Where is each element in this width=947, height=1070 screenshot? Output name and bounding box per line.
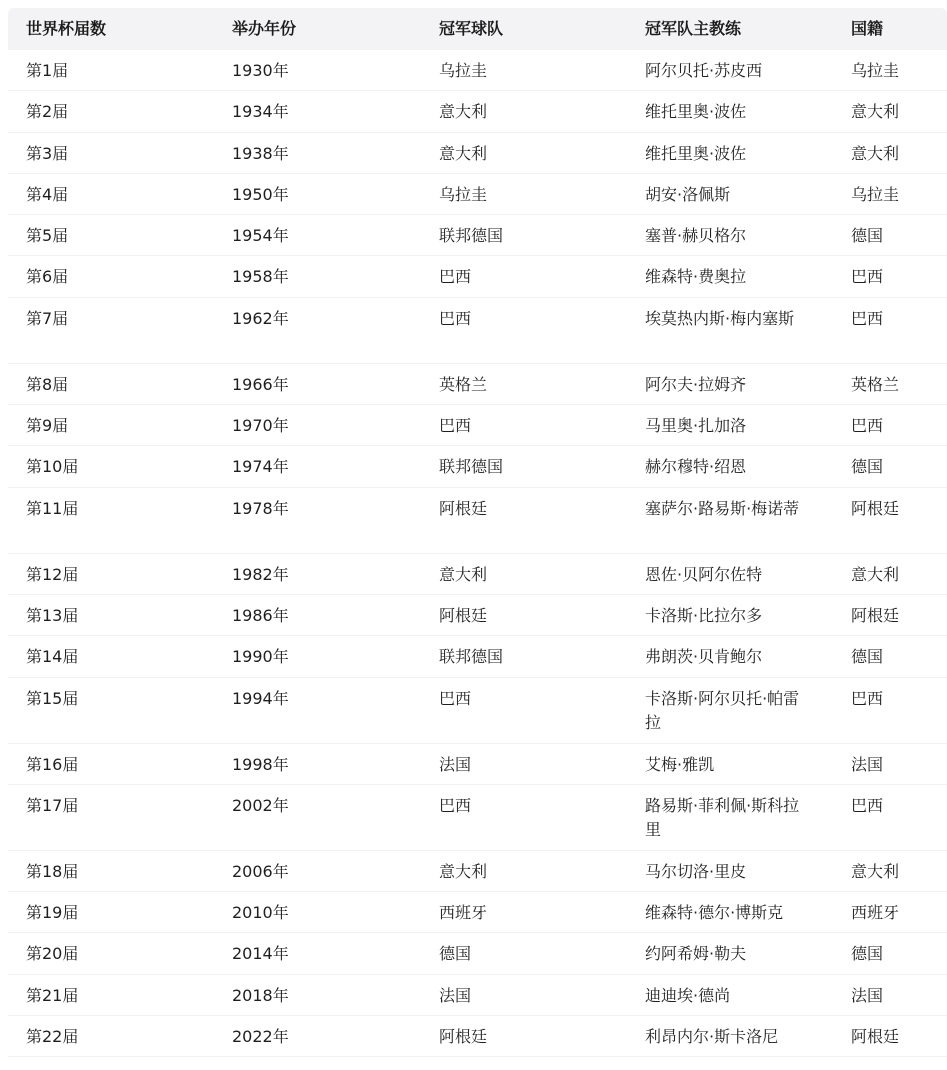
year-cell: 1954年 xyxy=(232,226,289,246)
champion-team-cell: 意大利 xyxy=(439,143,488,163)
edition-cell: 第7届 xyxy=(26,308,69,328)
head-coach-cell: 维森特·费奥拉 xyxy=(645,267,747,287)
table-row xyxy=(8,892,947,933)
head-coach-cell: 阿尔夫·拉姆齐 xyxy=(645,374,747,394)
nationality-cell: 德国 xyxy=(851,647,884,667)
nationality-cell: 法国 xyxy=(851,754,884,774)
edition-cell: 第2届 xyxy=(26,102,69,122)
champion-team-cell: 联邦德国 xyxy=(439,457,504,477)
table-row xyxy=(8,933,947,974)
edition-cell: 第5届 xyxy=(26,226,69,246)
head-coach-cell: 艾梅·雅凯 xyxy=(645,754,715,774)
champion-team-cell: 意大利 xyxy=(439,861,488,881)
champion-team-cell: 意大利 xyxy=(439,102,488,122)
year-cell: 2010年 xyxy=(232,903,289,923)
head-coach-cell: 维托里奥·波佐 xyxy=(645,143,747,163)
head-coach-cell: 维森特·德尔·博斯克 xyxy=(645,903,784,923)
head-coach-cell: 阿尔贝托·苏皮西 xyxy=(645,61,763,80)
head-coach-cell: 赫尔穆特·绍恩 xyxy=(645,457,747,477)
table-row xyxy=(8,215,947,256)
table-row xyxy=(8,554,947,595)
nationality-cell: 乌拉圭 xyxy=(851,184,900,204)
year-cell: 2014年 xyxy=(232,944,289,964)
nationality-cell: 乌拉圭 xyxy=(851,61,900,80)
champion-team-cell: 巴西 xyxy=(439,416,472,436)
header-head-coach: 冠军队主教练 xyxy=(645,19,742,38)
year-cell: 1970年 xyxy=(232,416,289,436)
year-cell: 2018年 xyxy=(232,985,289,1005)
nationality-cell: 法国 xyxy=(851,985,884,1005)
head-coach-cell: 弗朗茨·贝肯鲍尔 xyxy=(645,647,763,667)
table-body xyxy=(8,50,947,1057)
table-row xyxy=(8,405,947,446)
table-row xyxy=(8,744,947,785)
year-cell: 1966年 xyxy=(232,374,289,394)
nationality-cell: 英格兰 xyxy=(851,374,900,394)
year-cell: 1990年 xyxy=(232,647,289,667)
head-coach-cell: 胡安·洛佩斯 xyxy=(645,184,731,204)
year-cell: 1982年 xyxy=(232,564,289,584)
edition-cell: 第4届 xyxy=(26,184,69,204)
head-coach-cell: 塞萨尔·路易斯·梅诺蒂 xyxy=(645,498,800,518)
nationality-cell: 意大利 xyxy=(851,102,900,122)
edition-cell: 第10届 xyxy=(26,457,79,477)
table-row xyxy=(8,364,947,405)
nationality-cell: 德国 xyxy=(851,457,884,477)
nationality-cell: 巴西 xyxy=(851,416,884,436)
nationality-cell: 阿根廷 xyxy=(851,498,900,518)
champion-team-cell: 西班牙 xyxy=(439,903,488,923)
champion-team-cell: 英格兰 xyxy=(439,374,488,394)
head-coach-cell: 马里奥·扎加洛 xyxy=(645,416,747,436)
year-cell: 1974年 xyxy=(232,457,289,477)
year-cell: 2006年 xyxy=(232,861,289,881)
table-row xyxy=(8,851,947,892)
champion-team-cell: 巴西 xyxy=(439,795,472,815)
edition-cell: 第15届 xyxy=(26,688,79,708)
champion-team-cell: 意大利 xyxy=(439,564,488,584)
table-row xyxy=(8,91,947,132)
nationality-cell: 巴西 xyxy=(851,267,884,287)
year-cell: 1978年 xyxy=(232,498,289,518)
table-row xyxy=(8,256,947,297)
nationality-cell: 德国 xyxy=(851,944,884,964)
nationality-cell: 巴西 xyxy=(851,795,884,815)
champion-team-cell: 德国 xyxy=(439,944,472,964)
year-cell: 1958年 xyxy=(232,267,289,287)
edition-cell: 第8届 xyxy=(26,374,69,394)
head-coach-cell: 维托里奥·波佐 xyxy=(645,102,747,122)
champion-team-cell: 阿根廷 xyxy=(439,1027,488,1047)
year-cell: 1998年 xyxy=(232,754,289,774)
year-cell: 1950年 xyxy=(232,184,289,204)
head-coach-cell: 马尔切洛·里皮 xyxy=(645,861,747,881)
edition-cell: 第16届 xyxy=(26,754,79,774)
edition-cell: 第21届 xyxy=(26,985,79,1005)
nationality-cell: 阿根廷 xyxy=(851,1027,900,1047)
edition-cell: 第14届 xyxy=(26,647,79,667)
table-row xyxy=(8,636,947,677)
table-row xyxy=(8,975,947,1016)
champion-team-cell: 联邦德国 xyxy=(439,647,504,667)
table-row xyxy=(8,785,947,851)
year-cell: 2022年 xyxy=(232,1027,289,1047)
champion-team-cell: 巴西 xyxy=(439,308,472,328)
edition-cell: 第19届 xyxy=(26,903,79,923)
champion-team-cell: 法国 xyxy=(439,754,472,774)
nationality-cell: 意大利 xyxy=(851,143,900,163)
edition-cell: 第13届 xyxy=(26,605,79,625)
head-coach-cell: 卡洛斯·阿尔贝托·帕雷拉 xyxy=(645,688,800,732)
year-cell: 2002年 xyxy=(232,795,289,815)
champion-team-cell: 法国 xyxy=(439,985,472,1005)
header-year: 举办年份 xyxy=(232,19,297,38)
champion-team-cell: 阿根廷 xyxy=(439,498,488,518)
nationality-cell: 西班牙 xyxy=(851,903,900,923)
header-nationality: 国籍 xyxy=(851,19,884,38)
head-coach-cell: 约阿希姆·勒夫 xyxy=(645,944,747,964)
table-row xyxy=(8,174,947,215)
table-header xyxy=(8,8,947,50)
year-cell: 1962年 xyxy=(232,308,289,328)
head-coach-cell: 恩佐·贝阿尔佐特 xyxy=(645,564,763,584)
table-row xyxy=(8,595,947,636)
edition-cell: 第9届 xyxy=(26,416,69,436)
head-coach-cell: 利昂内尔·斯卡洛尼 xyxy=(645,1027,779,1047)
champion-team-cell: 联邦德国 xyxy=(439,226,504,246)
head-coach-cell: 埃莫热内斯·梅内塞斯 xyxy=(645,308,795,328)
year-cell: 1994年 xyxy=(232,688,289,708)
header-edition: 世界杯届数 xyxy=(26,19,107,38)
edition-cell: 第6届 xyxy=(26,267,69,287)
edition-cell: 第20届 xyxy=(26,944,79,964)
table-row xyxy=(8,446,947,487)
table-row xyxy=(8,133,947,174)
nationality-cell: 阿根廷 xyxy=(851,605,900,625)
nationality-cell: 巴西 xyxy=(851,688,884,708)
edition-cell: 第11届 xyxy=(26,498,79,518)
head-coach-cell: 塞普·赫贝格尔 xyxy=(645,226,747,246)
year-cell: 1934年 xyxy=(232,102,289,122)
table-row xyxy=(8,678,947,744)
world-cup-champions-table xyxy=(8,8,947,1057)
nationality-cell: 巴西 xyxy=(851,308,884,328)
edition-cell: 第22届 xyxy=(26,1027,79,1047)
nationality-cell: 德国 xyxy=(851,226,884,246)
head-coach-cell: 卡洛斯·比拉尔多 xyxy=(645,605,763,625)
year-cell: 1930年 xyxy=(232,61,289,80)
champion-team-cell: 阿根廷 xyxy=(439,605,488,625)
table-row xyxy=(8,488,947,554)
head-coach-cell: 迪迪埃·德尚 xyxy=(645,985,731,1005)
table-row xyxy=(8,50,947,91)
edition-cell: 第18届 xyxy=(26,861,79,881)
edition-cell: 第1届 xyxy=(26,61,69,80)
edition-cell: 第17届 xyxy=(26,795,79,815)
nationality-cell: 意大利 xyxy=(851,861,900,881)
year-cell: 1938年 xyxy=(232,143,289,163)
year-cell: 1986年 xyxy=(232,605,289,625)
head-coach-cell: 路易斯·菲利佩·斯科拉里 xyxy=(645,795,800,839)
edition-cell: 第3届 xyxy=(26,143,69,163)
champion-team-cell: 乌拉圭 xyxy=(439,184,488,204)
champion-team-cell: 巴西 xyxy=(439,267,472,287)
champion-team-cell: 乌拉圭 xyxy=(439,61,488,80)
edition-cell: 第12届 xyxy=(26,564,79,584)
champion-team-cell: 巴西 xyxy=(439,688,472,708)
table-row xyxy=(8,298,947,364)
nationality-cell: 意大利 xyxy=(851,564,900,584)
header-champion-team: 冠军球队 xyxy=(439,19,504,38)
table-row xyxy=(8,1016,947,1057)
